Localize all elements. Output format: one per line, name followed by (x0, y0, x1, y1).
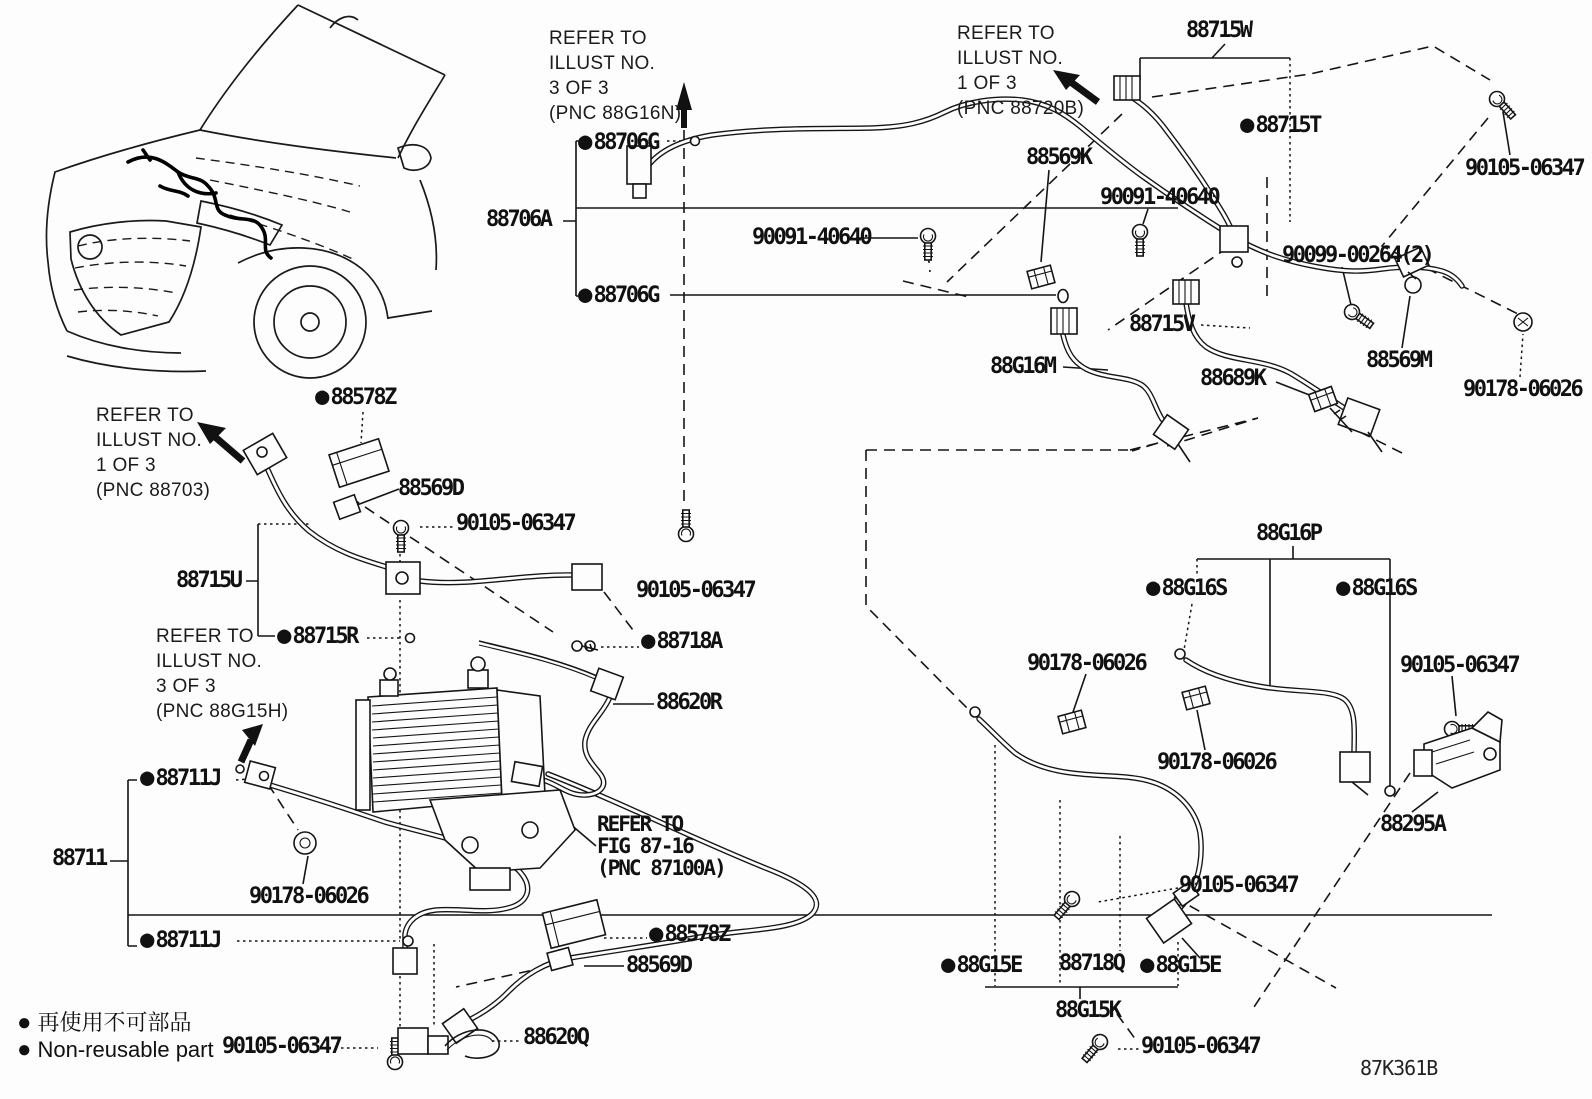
note-line: (PNC 88703) (96, 480, 211, 501)
part-number-text: 88578Z (330, 385, 395, 410)
part-label-90105-06347-f[interactable] (1141, 1035, 1259, 1059)
part-number-text: 90091-40640 (1100, 185, 1219, 210)
part-number-text: 88569K (1026, 145, 1091, 170)
part-number-text: 88G16S (1351, 576, 1416, 601)
note-line: REFER TO (96, 405, 194, 426)
part-label-90105-06347-a[interactable] (1465, 157, 1583, 181)
part-label-88620q[interactable] (523, 1026, 587, 1050)
figure-code: 87K361B (1360, 1056, 1438, 1080)
part-label-90105-06347-d[interactable] (1400, 654, 1518, 678)
note-line: ILLUST NO. (156, 651, 263, 672)
part-label-88711j-bottom[interactable] (140, 927, 220, 953)
part-label-88569m[interactable] (1366, 349, 1430, 373)
cylinder-fitting (1114, 76, 1140, 100)
part-label-88578z-bottom[interactable] (649, 921, 729, 947)
non-reusable-dot-icon: ● (1336, 573, 1351, 601)
note-line: (PNC 88G15H) (156, 701, 289, 722)
part-label-88295a[interactable] (1380, 813, 1444, 837)
non-reusable-dot-icon: ● (17, 1009, 32, 1036)
part-number-text: 88711J (155, 928, 220, 953)
part-number-text: 90178-06026 (1463, 377, 1582, 402)
part-number-text: 88711 (52, 846, 106, 871)
part-label-88569k[interactable] (1026, 146, 1090, 170)
part-number-text: 88578Z (664, 922, 729, 947)
part-number-text: 88295A (1380, 812, 1445, 837)
legend-row-1 (17, 1036, 214, 1064)
non-reusable-dot-icon: ● (1240, 110, 1255, 138)
part-number-text: 88620R (656, 690, 721, 715)
part-label-90105-06347-b[interactable] (456, 512, 574, 536)
non-reusable-dot-icon: ● (315, 382, 330, 410)
note-line: ILLUST NO. (549, 53, 656, 74)
note-line: 1 OF 3 (957, 73, 1017, 94)
part-label-88715r[interactable] (277, 623, 357, 649)
part-number-text: 90105-06347 (1179, 873, 1298, 898)
part-number-text: 88718A (656, 629, 721, 654)
part-number-text: 88G16S (1161, 576, 1226, 601)
clip-88569d (547, 947, 573, 970)
part-label-88715v[interactable] (1129, 313, 1193, 337)
sleeve-88578z (542, 900, 605, 948)
part-number-text: 88G15K (1055, 998, 1120, 1023)
non-reusable-dot-icon: ● (277, 621, 292, 649)
note-line: 1 OF 3 (96, 455, 156, 476)
part-label-90105-06347-c[interactable] (636, 579, 754, 603)
part-label-90105-06347-e[interactable] (1179, 874, 1297, 898)
part-number-text: 88715U (176, 568, 241, 593)
part-number-text: 88706A (486, 207, 551, 232)
part-label-88620r[interactable] (656, 691, 720, 715)
non-reusable-dot-icon: ● (578, 127, 593, 155)
part-number-text: 90105-06347 (1141, 1034, 1260, 1059)
pipe-88715u (268, 470, 390, 568)
non-reusable-dot-icon: ● (941, 950, 956, 978)
part-number-text: 88G15E (956, 953, 1021, 978)
pipe-88715w (1128, 95, 1233, 234)
note-line: (PNC 88G16N) (549, 103, 682, 124)
clamp-90178 (1182, 686, 1210, 710)
part-number-text: 90178-06026 (249, 884, 368, 909)
note-pnc-88720b (957, 21, 1084, 121)
part-number-text: 88569D (398, 476, 463, 501)
part-number-text: 90178-06026 (1157, 750, 1276, 775)
hidden-reference-lines (268, 46, 1520, 1040)
part-number-text: 88G16P (1256, 521, 1321, 546)
part-label-88715u[interactable] (176, 569, 240, 593)
part-number-text: 90105-06347 (456, 511, 575, 536)
part-label-88569d-bottom[interactable] (626, 954, 690, 978)
clip-88569d (334, 495, 361, 519)
part-label-88715t[interactable] (1240, 112, 1320, 138)
part-number-text: 90105-06347 (1465, 156, 1584, 181)
note-line: 3 OF 3 (156, 676, 216, 697)
part-label-88706g-bottom[interactable] (578, 282, 658, 308)
part-label-88718a[interactable] (641, 628, 721, 654)
non-reusable-dot-icon: ● (17, 1036, 32, 1063)
part-number-text: 88715R (292, 624, 357, 649)
part-number-text: 88706G (593, 130, 658, 155)
part-label-88715w[interactable] (1186, 19, 1250, 43)
part-number-text: 90105-06347 (636, 578, 755, 603)
note-line: REFER TO (597, 812, 683, 836)
part-label-90105-06347-g[interactable] (222, 1035, 340, 1059)
note-line: ILLUST NO. (957, 48, 1064, 69)
note-pnc-88703 (96, 403, 210, 503)
vehicle-illustration (46, 5, 445, 378)
part-label-90091-40640-a[interactable] (752, 226, 870, 250)
part-label-90178-06026-d[interactable] (249, 885, 367, 909)
part-label-88711j-top[interactable] (140, 765, 220, 791)
clamp-88569k (1027, 265, 1055, 289)
part-label-88g16s-right[interactable] (1336, 575, 1416, 601)
clamp-90178 (1058, 710, 1086, 734)
legend-text: Non-reusable part (37, 1037, 214, 1062)
part-number-text: 88711J (155, 766, 220, 791)
cylinder-fitting (1173, 280, 1199, 304)
note-pnc-88g16n (549, 26, 681, 126)
note-pnc-88g15h (156, 624, 288, 724)
part-label-88g15e-right[interactable] (1140, 952, 1220, 978)
part-number-text: 88620Q (523, 1025, 588, 1050)
legend-row-0 (17, 1006, 192, 1037)
part-number-text: 88569M (1366, 348, 1431, 373)
non-reusable-dot-icon: ● (641, 626, 656, 654)
cylinder-fitting (1051, 308, 1077, 334)
part-number-text: 88706G (593, 283, 658, 308)
non-reusable-dot-icon: ● (140, 763, 155, 791)
part-number-text: 90091-40640 (752, 225, 871, 250)
non-reusable-dot-icon: ● (649, 919, 664, 947)
engine-bay-harness (128, 150, 271, 258)
note-line: REFER TO (156, 626, 254, 647)
part-number-text: 88G16M (990, 354, 1055, 379)
part-label-90099-00264[interactable] (1282, 244, 1432, 268)
part-number-text: 88689K (1200, 366, 1265, 391)
non-reusable-dot-icon: ● (1146, 573, 1161, 601)
part-number-text: 88G15E (1155, 953, 1220, 978)
note-line: (PNC 87100A) (597, 856, 725, 880)
part-number-text: 90099-00264(2) (1282, 243, 1433, 268)
part-label-90178-06026-b[interactable] (1027, 652, 1145, 676)
cooler-assembly (356, 657, 623, 890)
part-number-text: 88715W (1186, 18, 1251, 43)
part-number-text: 90178-06026 (1027, 651, 1146, 676)
grommet-90178 (1514, 313, 1532, 331)
note-line: FIG 87-16 (597, 834, 693, 858)
non-reusable-dot-icon: ● (1140, 950, 1155, 978)
note-line: REFER TO (957, 23, 1055, 44)
part-number-text: 88569D (626, 953, 691, 978)
note-line: (PNC 88720B) (957, 98, 1085, 119)
part-label-90178-06026-a[interactable] (1463, 378, 1581, 402)
part-label-88g16m[interactable] (990, 355, 1054, 379)
pipe-88g16m (1063, 335, 1172, 431)
note-fig-87-16 (597, 813, 725, 879)
part-label-88g15e-left[interactable] (941, 952, 1021, 978)
part-label-88706g-top[interactable] (578, 129, 658, 155)
non-reusable-dot-icon: ● (578, 280, 593, 308)
part-label-88578z-top[interactable] (315, 384, 395, 410)
part-label-88g16p[interactable] (1256, 522, 1320, 546)
part-label-90091-40640-b[interactable] (1100, 186, 1218, 210)
part-number-text: 90105-06347 (222, 1034, 341, 1059)
note-line: 3 OF 3 (549, 78, 609, 99)
part-number-text: 88715T (1255, 113, 1320, 138)
note-line: ILLUST NO. (96, 430, 203, 451)
note-line: REFER TO (549, 28, 647, 49)
part-label-88g15k[interactable] (1055, 999, 1119, 1023)
part-label-88711[interactable] (52, 847, 106, 871)
legend-text: 再使用不可部品 (37, 1010, 192, 1035)
non-reusable-dot-icon: ● (140, 925, 155, 953)
upright-arrow-icon (241, 724, 263, 762)
part-label-88g16s-left[interactable] (1146, 575, 1226, 601)
part-label-88706a[interactable] (486, 208, 550, 232)
part-number-text: 88718Q (1059, 951, 1124, 976)
sleeve-88578z (329, 439, 389, 487)
part-number-text: 90105-06347 (1400, 653, 1519, 678)
part-label-88718q[interactable] (1059, 952, 1123, 976)
part-label-90178-06026-c[interactable] (1157, 751, 1275, 775)
part-number-text: 88715V (1129, 312, 1194, 337)
part-label-88569d-top[interactable] (398, 477, 462, 501)
part-label-88689k[interactable] (1200, 367, 1264, 391)
